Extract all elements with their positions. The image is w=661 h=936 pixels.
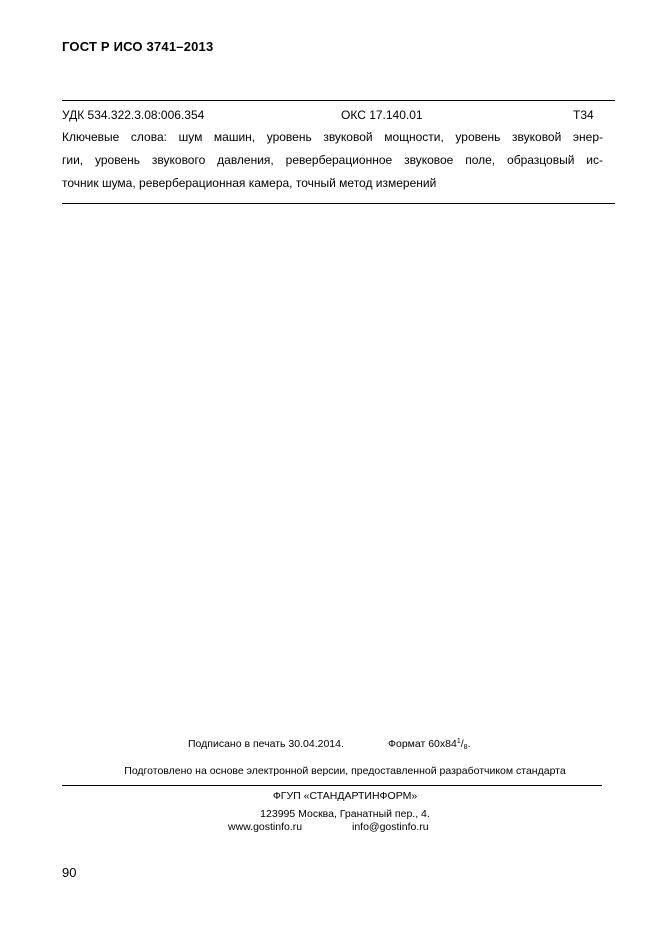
format-text: Формат 60x84	[388, 738, 457, 750]
keywords-line: Ключевые слова: шум машин, уровень звуковой мощности, уровень звуковой энер-	[62, 130, 603, 144]
format-numerator: 1	[456, 738, 461, 745]
print-format	[388, 738, 470, 751]
divider-top	[62, 100, 615, 101]
keywords-line: точник шума, реверберационная камера, точный метод измерений	[62, 176, 437, 190]
udk-code: УДК 534.322.3.08:006.354	[62, 108, 205, 122]
classifier-code: Т34	[573, 108, 594, 122]
keywords-paragraph	[62, 126, 603, 195]
format-end: .	[467, 738, 471, 750]
document-header: ГОСТ Р ИСО 3741–2013	[62, 39, 214, 54]
email-link[interactable]: info@gostinfo.ru	[352, 821, 429, 833]
publisher-address: 123995 Москва, Гранатный пер., 4.	[260, 808, 430, 820]
divider-bottom	[62, 785, 602, 786]
format-denominator: 8	[463, 744, 468, 751]
prepared-note: Подготовлено на основе электронной версии, предоставленной разработчиком стандарта	[124, 765, 566, 777]
publisher-name: ФГУП «СТАНДАРТИНФОРМ»	[272, 790, 418, 802]
website-link[interactable]: www.gostinfo.ru	[228, 821, 303, 833]
signed-to-print: Подписано в печать 30.04.2014.	[188, 738, 344, 750]
page-number: 90	[62, 865, 77, 880]
divider-middle	[62, 203, 615, 204]
format-slash: /	[460, 738, 464, 750]
keywords-line: гии, уровень звукового давления, реверберационное звуковое поле, образцовый ис-	[62, 153, 603, 167]
oks-code: ОКС 17.140.01	[341, 108, 423, 122]
